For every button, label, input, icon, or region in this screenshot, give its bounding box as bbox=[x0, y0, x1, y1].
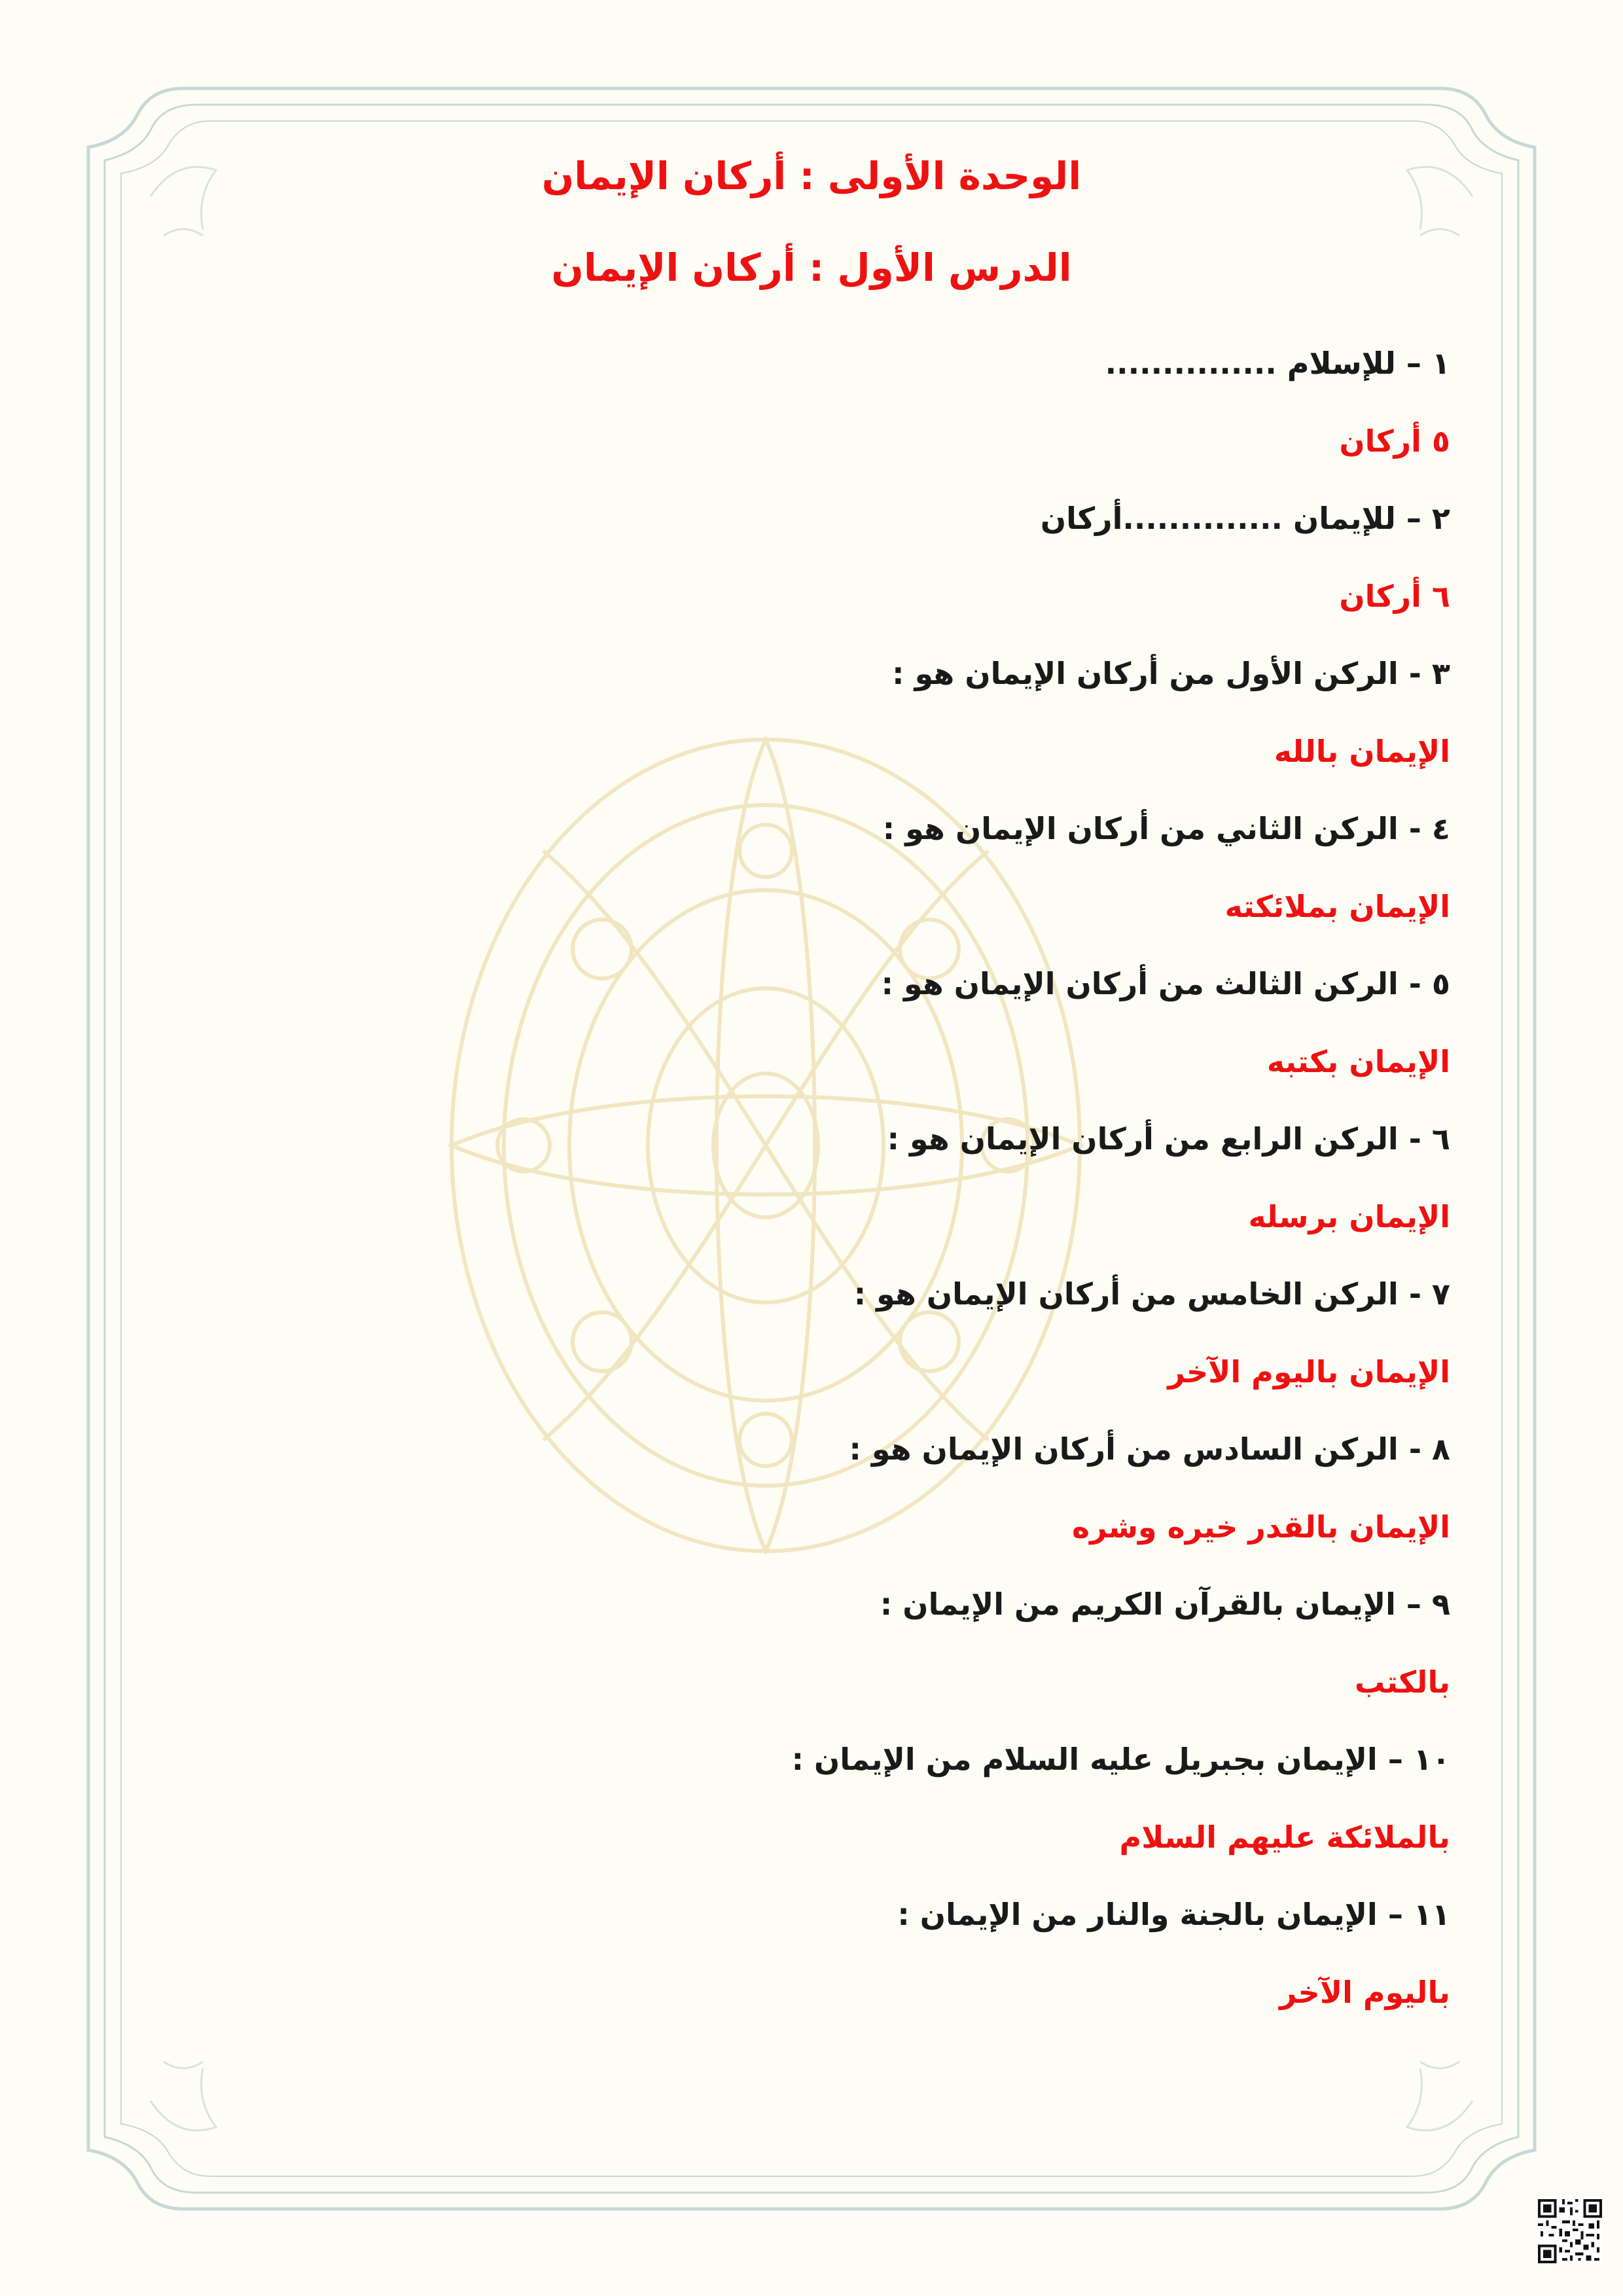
question-10: ١٠ – الإيمان بجبريل عليه السلام من الإيمان : bbox=[791, 1742, 1450, 1777]
question-5: ٥ - الركن الثالث من أركان الإيمان هو : bbox=[881, 966, 1450, 1001]
question-8: ٨ - الركن السادس من أركان الإيمان هو : bbox=[849, 1431, 1450, 1467]
question-3: ٣ - الركن الأول من أركان الإيمان هو : bbox=[892, 656, 1450, 691]
qr-code-icon bbox=[1535, 2197, 1602, 2263]
unit-title: الوحدة الأولى : أركان الإيمان bbox=[541, 154, 1082, 198]
question-1: ١ – للإسلام ............... bbox=[1105, 346, 1450, 381]
answer-1: ٥ أركان bbox=[1339, 423, 1450, 459]
question-2: ٢ – للإيمان ..............أركان bbox=[1040, 501, 1450, 536]
question-7: ٧ - الركن الخامس من أركان الإيمان هو : bbox=[853, 1276, 1450, 1312]
question-6: ٦ - الركن الرابع من أركان الإيمان هو : bbox=[887, 1121, 1450, 1157]
question-4: ٤ - الركن الثاني من أركان الإيمان هو : bbox=[882, 811, 1450, 846]
answer-4: الإيمان بملائكته bbox=[1224, 888, 1450, 924]
answer-2: ٦ أركان bbox=[1339, 578, 1450, 614]
answer-9: بالكتب bbox=[1354, 1664, 1450, 1700]
question-9: ٩ – الإيمان بالقرآن الكريم من الإيمان : bbox=[880, 1587, 1450, 1622]
answer-6: الإيمان برسله bbox=[1248, 1198, 1450, 1234]
answer-10: بالملائكة عليهم السلام bbox=[1119, 1819, 1450, 1855]
question-11: ١١ – الإيمان بالجنة والنار من الإيمان : bbox=[897, 1897, 1450, 1932]
lesson-title: الدرس الأول : أركان الإيمان bbox=[551, 245, 1072, 290]
question-list bbox=[168, 331, 1450, 2037]
answer-7: الإيمان باليوم الآخر bbox=[1168, 1354, 1450, 1390]
answer-11: باليوم الآخر bbox=[1279, 1974, 1450, 2010]
answer-5: الإيمان بكتبه bbox=[1266, 1043, 1450, 1079]
answer-8: الإيمان بالقدر خيره وشره bbox=[1072, 1509, 1450, 1545]
answer-3: الإيمان بالله bbox=[1274, 733, 1450, 769]
